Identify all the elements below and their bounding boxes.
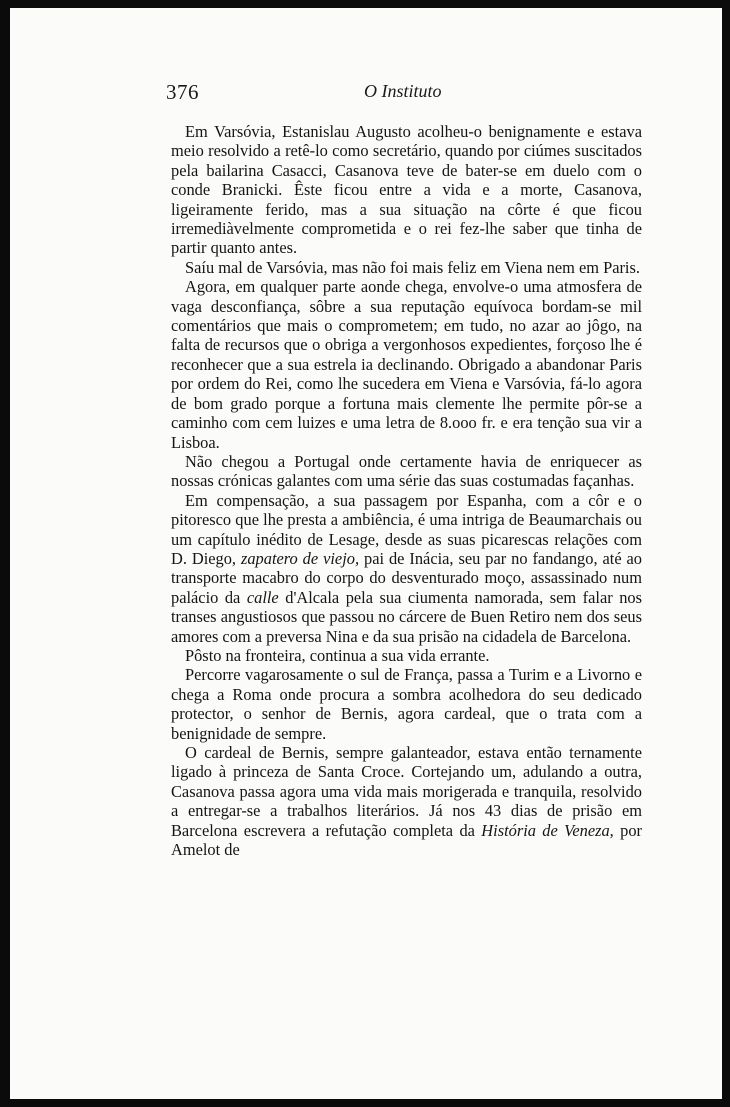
text-run: Saíu mal de Varsóvia, mas não foi mais feliz em Viena nem em Paris.	[185, 257, 640, 277]
text-run: O cardeal de Bernis, sempre galanteador, estava então ternamente ligado à princeza de Santa Croce. Cortejando um, adulando a outra, Casanova passa agora uma vida mais morigerada e tranquila, resolvido a entregar-se a trabalhos literários. Já nos 43 dias de prisão em Barcelona escrevera a refutação completa da	[171, 743, 642, 840]
text-run: Percorre vagarosamente o sul de França, passa a Turim e a Livorno e chega a Roma onde procura a sombra acolhedora do seu dedicado protector, o senhor de Bernis, agora cardeal, que o trata com a benignidade de sempre.	[171, 665, 642, 743]
text-run: pai de Inácia, seu par no fandango, até ao transporte macabro do corpo do desventurado moço, assassinado num palácio da	[171, 548, 643, 607]
paragraph	[171, 491, 642, 646]
text-run: Em compensação, a sua passagem por Espanha, com a côr e o pitoresco que lhe presta a ambiência, é uma intriga de Beaumarchais ou um capítulo inédito de Lesage, desde as suas picarescas relações com D. Diego,	[171, 490, 642, 568]
paragraph	[171, 646, 642, 665]
paragraph	[171, 743, 642, 859]
text-run: Agora, em qualquer parte aonde chega, envolve-o uma atmosfera de vaga desconfiança, sôbre a sua reputação equívoca bordam-se mil comentários que mais o comprometem; em tudo, no azar ao jôgo, na falta de recursos que o obriga a vergonhosos expedientes, forçoso lhe é reconhecer que a sua estrela ia declinando. Obrigado a abandonar Paris por ordem do Rei, como lhe sucedera em Viena e Varsóvia, fá-lo agora de bom grado porque a fortuna mais clemente lhe permite pôr-se a caminho com cem luizes e uma letra de 8.ooo fr. e era tenção sua vir a Lisboa.	[171, 277, 642, 452]
italic-run: História de Veneza,	[481, 820, 614, 840]
text-run: d'Alcala pela sua ciumenta namorada, sem falar nos transes angustiosos que passou no cárcere de Buen Retiro nem dos seus amores com a preversa Nina e da sua prisão na cidadela de Barcelona.	[171, 587, 642, 646]
text-run: Em Varsóvia, Estanislau Augusto acolheu-o benignamente e estava meio resolvido a retê-lo como secretário, quando por ciúmes suscitados pela bailarina Casacci, Casanova teve de bater-se em duelo com o conde Branicki. Êste ficou entre a vida e a morte, Casanova, ligeiramente ferido, mas a sua situação na côrte é que ficou irremediàvelmente comprometida e o rei fez-lhe saber que tinha de partir quanto antes.	[171, 122, 642, 258]
paragraph	[171, 452, 642, 491]
running-title: O Instituto	[364, 81, 442, 101]
body-text	[171, 122, 642, 859]
page-number: 376	[166, 80, 199, 104]
paragraph	[171, 277, 642, 452]
text-run: por Amelot de	[171, 820, 642, 860]
italic-run: calle	[246, 587, 279, 607]
paragraph	[171, 258, 642, 277]
paragraph	[171, 122, 642, 258]
text-run: Não chegou a Portugal onde certamente havia de enriquecer as nossas crónicas galantes com uma série das suas costumadas façanhas.	[171, 451, 642, 491]
italic-run: zapatero de viejo,	[240, 548, 360, 568]
paragraph	[171, 665, 642, 743]
text-run: Pôsto na fronteira, continua a sua vida errante.	[185, 645, 490, 665]
running-head	[166, 78, 642, 104]
